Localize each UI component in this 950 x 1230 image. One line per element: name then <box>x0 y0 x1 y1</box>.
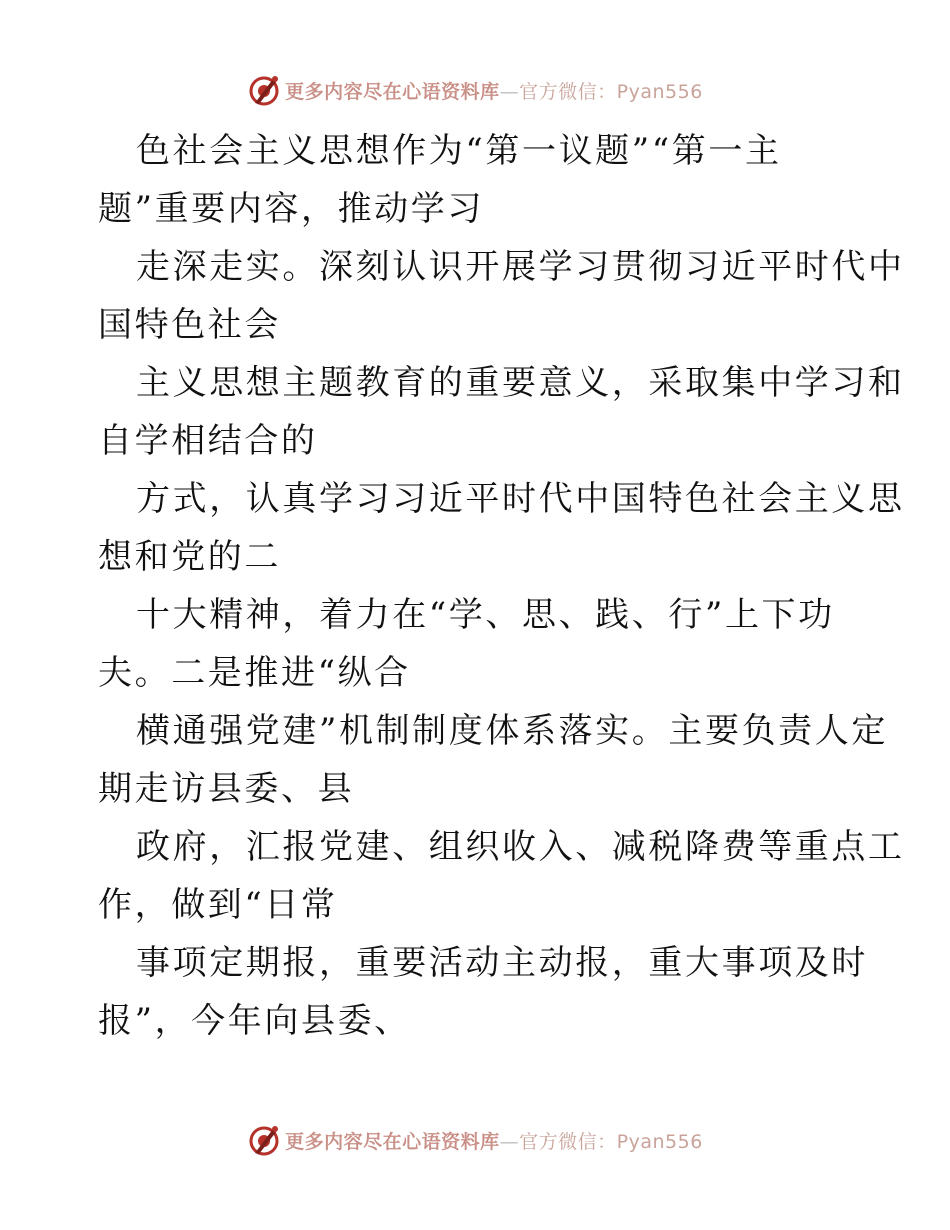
body-line: 走深走实。深刻认识开展学习贯彻习近平时代中 <box>136 247 905 287</box>
body-line: 题”重要内容，推动学习 <box>98 189 484 229</box>
body-line: 十大精神，着力在“学、思、践、行”上下功 <box>136 595 835 635</box>
document-body <box>98 122 905 1050</box>
quill-seal-icon <box>247 73 281 107</box>
body-line: 方式，认真学习习近平时代中国特色社会主义思 <box>136 479 905 519</box>
footer-wechat: 官方微信：Pyan556 <box>519 1130 703 1153</box>
body-line: 作，做到“日常 <box>98 885 338 925</box>
body-line: 国特色社会 <box>98 305 281 345</box>
header-brand: 更多内容尽在心语资料库 <box>285 80 500 103</box>
footer-brand: 更多内容尽在心语资料库 <box>285 1130 500 1153</box>
body-line: 期走访县委、县 <box>98 769 355 809</box>
footer-text <box>285 1127 703 1154</box>
body-line: 事项定期报，重要活动主动报，重大事项及时 <box>136 943 868 983</box>
body-line: 政府，汇报党建、组织收入、减税降费等重点工 <box>136 827 905 867</box>
body-line: 夫。二是推进“纵合 <box>98 653 411 693</box>
body-line: 报”，今年向县委、 <box>98 1001 411 1041</box>
header-separator: — <box>499 80 520 103</box>
header-banner <box>0 70 950 110</box>
body-line: 想和党的二 <box>98 537 281 577</box>
body-line: 自学相结合的 <box>98 421 318 461</box>
body-line: 主义思想主题教育的重要意义，采取集中学习和 <box>136 363 905 403</box>
footer-banner <box>0 1120 950 1160</box>
header-wechat: 官方微信：Pyan556 <box>519 80 703 103</box>
footer-separator: — <box>499 1130 520 1153</box>
quill-seal-icon <box>247 1123 281 1157</box>
body-line: 横通强党建”机制制度体系落实。主要负责人定 <box>136 711 888 751</box>
header-text <box>285 77 703 104</box>
body-line: 色社会主义思想作为“第一议题”“第一主 <box>136 131 782 171</box>
